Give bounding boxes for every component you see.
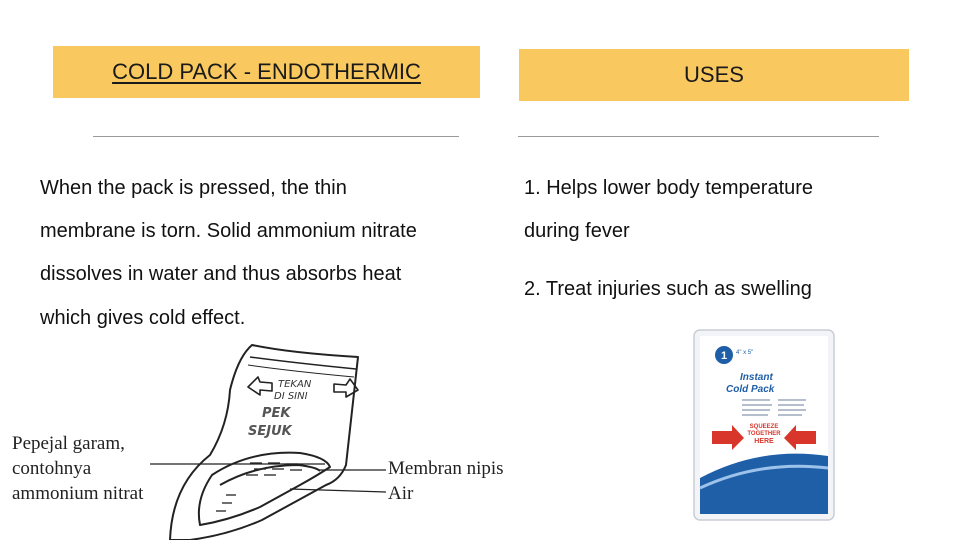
- description-line-2: membrane is torn. Solid ammonium nitrate: [40, 220, 417, 242]
- label-solid-line-2: contohnya: [12, 458, 92, 479]
- description-line-4: which gives cold effect.: [40, 307, 246, 329]
- label-solid-line-1: Pepejal garam,: [12, 433, 125, 454]
- cold-pack-diagram: [150, 335, 390, 540]
- pack-text-title-2: SEJUK: [248, 424, 292, 439]
- use-line-1: 1. Helps lower body temperature: [524, 177, 814, 199]
- description-line-3: dissolves in water and thus absorbs heat: [40, 263, 402, 285]
- right-divider: [518, 136, 879, 137]
- product-badge: 1: [720, 350, 728, 362]
- description-line-1: When the pack is pressed, the thin: [40, 177, 347, 199]
- label-water: Air: [388, 483, 414, 504]
- diagram-leader-lines: [0, 440, 400, 500]
- instant-cold-pack-photo: [690, 328, 838, 523]
- cold-pack-header: [53, 46, 480, 98]
- product-title-2: Cold Pack: [726, 384, 775, 395]
- label-membrane: Membran nipis: [388, 458, 504, 479]
- label-solid-line-3: ammonium nitrat: [12, 483, 144, 504]
- pack-text-press-1: TEKAN: [278, 379, 312, 390]
- product-size: 4" x 5": [736, 350, 754, 356]
- use-line-3: 2. Treat injuries such as swelling: [524, 278, 812, 300]
- product-squeeze-1: SQUEEZE: [749, 424, 779, 430]
- use-line-2: during fever: [524, 220, 630, 242]
- product-squeeze-2: TOGETHER: [747, 431, 781, 437]
- product-title-1: Instant: [740, 372, 773, 383]
- left-divider: [93, 136, 459, 137]
- pack-text-press-2: DI SINI: [274, 391, 308, 402]
- cold-pack-header-text: COLD PACK - ENDOTHERMIC: [112, 59, 421, 84]
- uses-header-text: USES: [684, 62, 744, 87]
- product-squeeze-3: HERE: [754, 438, 774, 445]
- pack-text-title-1: PEK: [262, 406, 291, 421]
- uses-header: [519, 49, 909, 101]
